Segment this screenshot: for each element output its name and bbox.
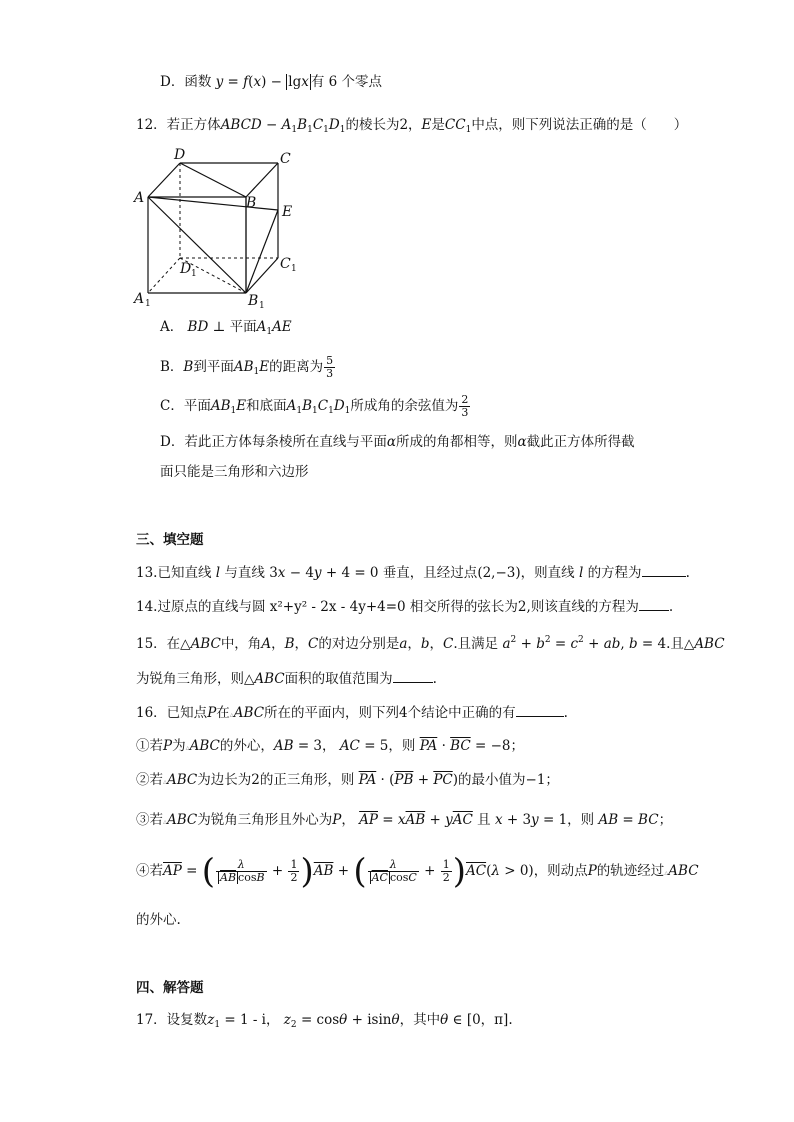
q15: 15．在△ABC中，角A，B，C的对边分别是a，b，C.且满足 $a^2 + b^2 = c^2$ + ab, b = 4.且△ABC [136, 635, 725, 652]
cube-label-a1: A [134, 291, 145, 307]
q17: 17．设复数$z_1 = 1 - i$， $z_2 = \cos\theta + isin\theta$，其中θ ∈ [0，π]. [136, 1012, 513, 1030]
cube-label-c: C [280, 151, 291, 167]
q12-option-a: A． BD ⊥ 平面$A_1AE$ [160, 319, 292, 337]
section-3-title: 三、填空题 [136, 532, 204, 548]
q16-option-3: ③若▵ABC为锐角三角形且外心为P， $\overline{AP} = x\overline{AB} + y\overline{AC}$ 且 x + 3y = 1，则 AB = BC； [136, 812, 673, 828]
q12-option-d: D．若此正方体每条棱所在直线与平面α所成的角都相等，则α截此正方体所得截 [160, 434, 635, 450]
q11-option-d: D．函数 y = f(x) − lgx 有 6 个零点 [160, 74, 383, 90]
svg-text:1: 1 [291, 264, 297, 274]
cube-label-b1: B [248, 293, 259, 309]
q16-option-1: ①若P为▵ABC的外心，AB = 3， AC = 5，则 $\overline{PA} \cdot \overline{BC} = -8$； [136, 738, 524, 754]
svg-text:1: 1 [191, 269, 197, 279]
q15-cont: 为锐角三角形，则△ABC面积的取值范围为 . [136, 668, 437, 689]
q12-option-c: C．平面$AB_1E$和底面$A_1B_1C_1D_1$所成角的余弦值为 $\frac{2}{3}$ [160, 393, 469, 419]
cube-label-b: B [246, 195, 257, 211]
cube-label-e: E [282, 204, 293, 220]
svg-text:1: 1 [259, 301, 265, 311]
section-4-title: 四、解答题 [136, 980, 204, 996]
q16-stem: 16．已知点P在▵ABC所在的平面内，则下列4个结论中正确的有 . [136, 702, 568, 725]
q12-option-b: B．B到平面$AB_1E$的距离为 $\frac{5}{3}$ [160, 354, 334, 380]
cube-label-c1: C [280, 256, 291, 272]
svg-text:1: 1 [145, 299, 151, 309]
q13: 13.已知直线 l 与直线 3x − 4y + 4 = 0 垂直，且经过点(2,−3)，则直线 l 的方程为 . [136, 562, 690, 583]
q16-option-4: ④若$\overline{AP}$ = ( $\frac{\lambda}{\overline{AB} \cos B}$ + $\frac{1}{2}$ )$\overline{AB}$ + ( $\frac{\lambda}{\overline{AC} \cos C}$ + $\frac{1}{2}$ )$\overline{AC}(\lambda > 0)$，则动点P的轨迹经过▵ABC [136, 851, 699, 892]
q14: 14.过原点的直线与圆 x²+y² - 2x - 4y+4=0 相交所得的弦长为2,则该直线的方程为 . [136, 596, 673, 617]
cube-label-a: A [134, 190, 145, 206]
cube-label-d1: D [180, 261, 192, 277]
cube-label-d: D [174, 147, 186, 163]
q16-option-4-cont: 的外心. [136, 912, 181, 928]
q12-option-d-cont: 面只能是三角形和六边形 [160, 464, 309, 480]
cube-figure [130, 145, 310, 315]
q16-option-2: ②若▵ABC为边长为2的正三角形，则 $\overline{PA} \cdot (\overline{PB} + \overline{PC})$的最小值为−1； [136, 772, 559, 788]
q12-stem: 12．若正方体ABCD − $A_1B_1C_1D_1$的棱长为2，E是$CC_1$中点，则下列说法正确的是（ ） [136, 117, 688, 135]
